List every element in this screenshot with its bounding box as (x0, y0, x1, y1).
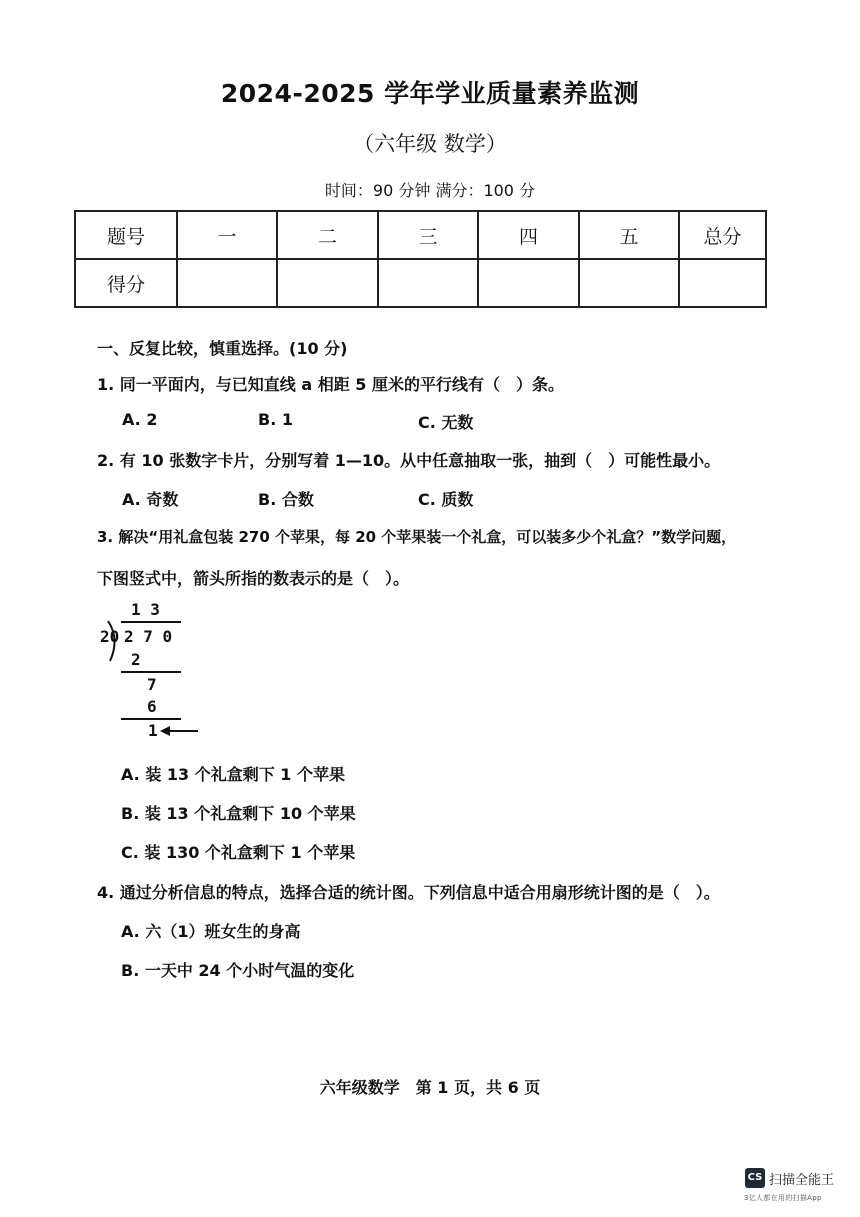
question-4: 4. 通过分析信息的特点，选择合适的统计图。下列信息中适合用扇形统计图的是（ ）。 (97, 883, 720, 902)
division-dividend: 2 7 0 (124, 627, 173, 646)
watermark-tagline: 3亿人都在用的扫描App (744, 1194, 822, 1202)
exam-title: 2024-2025 学年学业质量素养监测 (220, 79, 640, 108)
score-input-5[interactable] (579, 259, 679, 307)
score-cell-total: 总分 (679, 211, 766, 259)
division-line-1 (121, 671, 181, 673)
score-input-3[interactable] (378, 259, 478, 307)
q2-option-b: B. 合数 (258, 490, 314, 509)
question-2: 2. 有 10 张数字卡片，分别写着 1—10。从中任意抽取一张，抽到（ ）可能性最小。 (97, 451, 721, 470)
division-step2: 7 (147, 675, 157, 694)
score-row-label: 得分 (75, 259, 177, 307)
score-cell-4: 四 (478, 211, 579, 259)
score-cell-label: 题号 (75, 211, 177, 259)
division-step3: 6 (147, 697, 157, 716)
arrow-left-icon (158, 723, 200, 739)
q1-option-a: A. 2 (122, 410, 158, 429)
q1-option-b: B. 1 (258, 410, 293, 429)
score-cell-3: 三 (378, 211, 478, 259)
score-table-score-row (75, 259, 766, 307)
q3-option-a: A. 装 13 个礼盒剩下 1 个苹果 (121, 765, 346, 784)
q3-option-c: C. 装 130 个礼盒剩下 1 个苹果 (121, 843, 356, 862)
page-footer: 六年级数学 第 1 页，共 6 页 (319, 1078, 541, 1097)
section-heading: 一、反复比较，慎重选择。(10 分) (97, 339, 348, 358)
question-1: 1. 同一平面内，与已知直线 a 相距 5 厘米的平行线有（ ）条。 (97, 375, 564, 394)
score-input-total[interactable] (679, 259, 766, 307)
division-step1: 2 (131, 650, 141, 669)
division-line-2 (121, 718, 181, 720)
q4-option-b: B. 一天中 24 个小时气温的变化 (121, 961, 355, 980)
q2-option-a: A. 奇数 (122, 490, 179, 509)
score-cell-2: 二 (277, 211, 378, 259)
q1-option-c: C. 无数 (418, 413, 474, 432)
division-remainder: 1 (148, 721, 158, 740)
score-table (74, 210, 767, 308)
score-table-header-row (75, 211, 766, 259)
q4-option-a: A. 六（1）班女生的身高 (121, 922, 301, 941)
score-input-2[interactable] (277, 259, 378, 307)
division-divisor: 20 (100, 627, 120, 646)
camscanner-logo-icon: CS (745, 1168, 765, 1188)
question-3-line2: 下图竖式中，箭头所指的数表示的是（ ）。 (97, 569, 410, 588)
q2-option-c: C. 质数 (418, 490, 474, 509)
question-3-line1: 3. 解决“用礼盒包装 270 个苹果，每 20 个苹果装一个礼盒，可以装多少个礼盒？”数学问题， (97, 528, 737, 546)
score-cell-1: 一 (177, 211, 277, 259)
time-and-score-info: 时间：90 分钟 满分：100 分 (324, 181, 536, 200)
score-cell-5: 五 (579, 211, 679, 259)
q3-option-b: B. 装 13 个礼盒剩下 10 个苹果 (121, 804, 356, 823)
score-input-4[interactable] (478, 259, 579, 307)
watermark-name: 扫描全能王 (769, 1173, 835, 1188)
division-quotient: 1 3 (131, 600, 160, 619)
exam-subtitle: （六年级 数学） (353, 132, 507, 156)
score-input-1[interactable] (177, 259, 277, 307)
division-bar (121, 621, 181, 623)
